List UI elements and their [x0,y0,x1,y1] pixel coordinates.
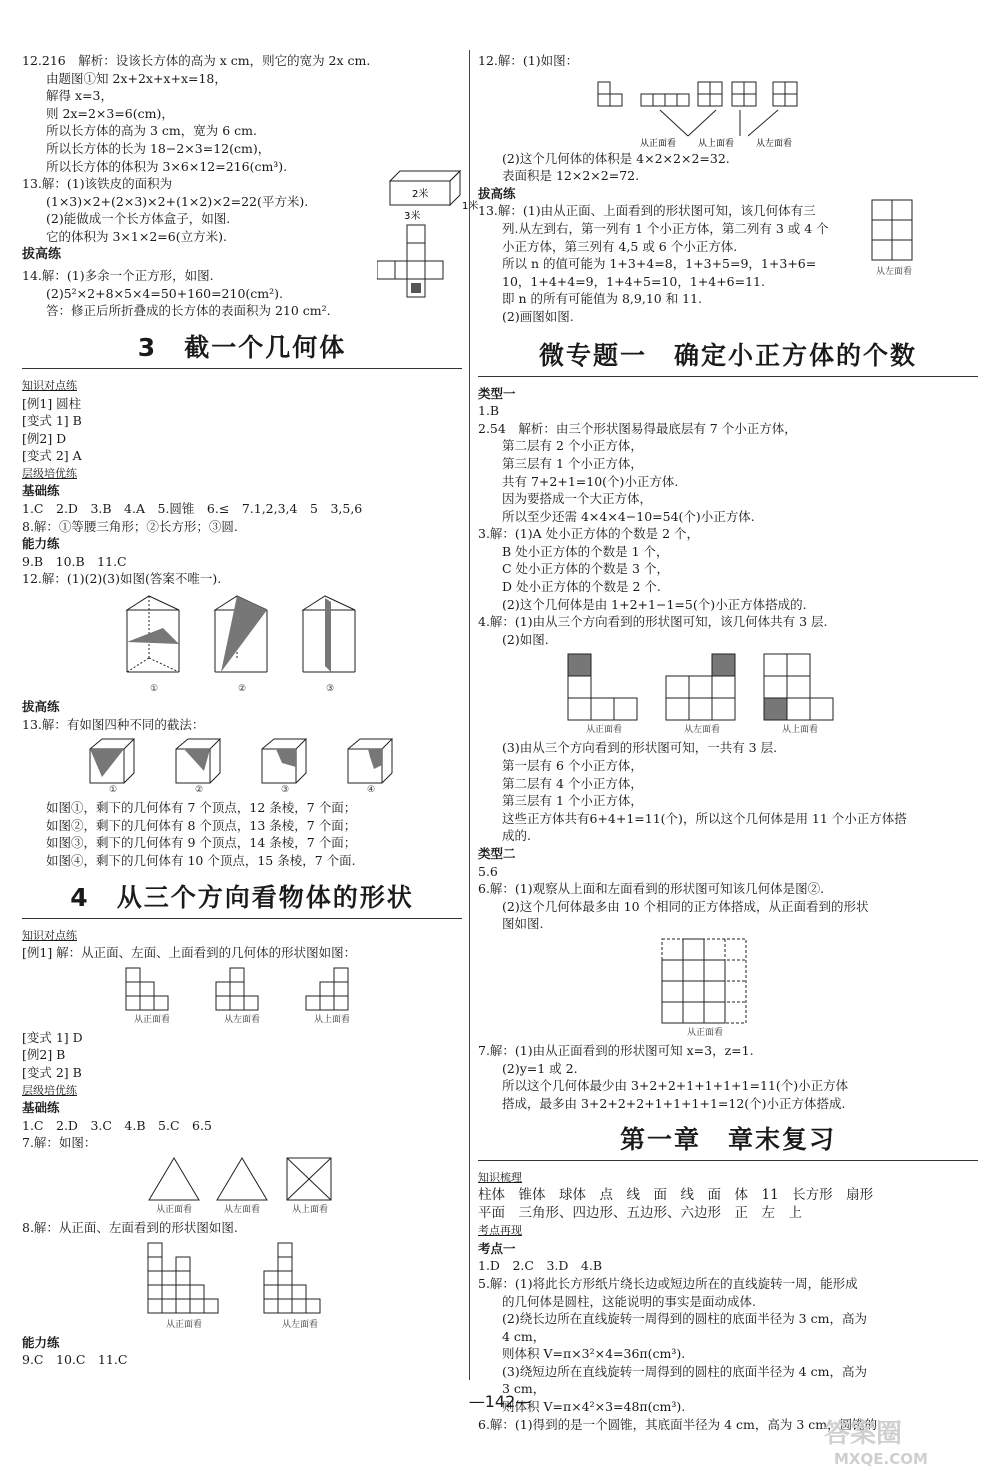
answer-line: [变式 1] B [22,413,82,429]
answer-line: 如图②，剩下的几何体有 8 个顶点，13 条棱，7 个面； [46,817,357,833]
sub-heading: 层级培优练 [22,466,77,480]
figure-caption: 从左面看 [756,138,793,149]
answer-line: 6.解：(1)观察从上面和左面看到的形状图可知该几何体是图②. [478,881,825,897]
view-figure [122,966,182,1025]
q12-line: 12.216 解析：设该长方体的高为 x cm，则它的宽为 2x cm. [22,53,371,68]
answer-line: 所以这个几何体最少由 3+2+2+1+1+1+1=11(个)小正方体 [502,1078,849,1094]
figure-caption: ① [108,785,118,796]
figure-caption: 从左面看 [875,267,912,278]
figure-caption: ④ [366,785,376,796]
sub-heading: 知识对点练 [22,928,77,942]
answer-line: 如图①，剩下的几何体有 7 个顶点，12 条棱，7 个面； [46,800,357,816]
answer-line: 的几何体是圆柱，这能说明的事实是面动成体. [502,1293,756,1309]
answer-line: 9.C 10.C 11.C [22,1352,128,1368]
section-label: 基础练 [22,483,60,499]
figure-caption: 从正面看 [640,138,677,149]
answer-line: 1.C 2.D 3.B 4.A 5.圆锥 6.≤ 7.1,2,3,4 5 3,5,6 [22,501,363,517]
answer-line: 7.解：如图： [22,1135,97,1151]
answer-line: 则体积 V=π×3²×4=36π(cm³). [502,1346,686,1362]
micro-topic-title: 微专题一 确定小正方体的个数 [478,336,978,377]
figure-caption: ③ [280,785,290,796]
section-label: 拔高练 [478,185,516,201]
answer-line: 共有 7+2+1=10(个)小正方体. [502,473,679,489]
figure-caption: ① [149,684,159,695]
answer-line: [变式 2] A [22,448,82,464]
answer-line: 1.D 2.C 3.D 4.B [478,1258,602,1274]
answer-line: 表面积是 12×2×2=72. [502,168,640,184]
figure-caption: ② [194,785,204,796]
m6-view-figure [478,937,978,1038]
answer-line: 第三层有 1 个小正方体， [502,793,643,809]
section-3-title: 3 截一个几何体 [22,328,462,369]
q7-views-figure [22,1156,462,1215]
prism-figure [123,592,185,694]
answer-line: (2)y=1 或 2. [502,1060,578,1076]
answer-line: (2)这个几何体是由 1+2+1−1=5(个)小正方体搭成的. [502,596,807,612]
figure-caption: 从左面看 [683,725,720,736]
box-label: 2米 [412,189,429,201]
figure-caption: 从上面看 [291,1204,328,1215]
view-figure [147,1156,201,1215]
answer-line: [例1] 圆柱 [22,395,82,411]
answer-line: 8.解：①等腰三角形；②长方形；③圆. [22,518,238,534]
answer-line: [变式 1] D [22,1029,83,1045]
figure-caption: 从上面看 [698,138,735,149]
q13-line: (1×3)×2+(2×3)×2+(1×2)×2=22(平方米). [46,193,309,209]
figure-caption: 从上面看 [313,1014,350,1025]
answer-line: 13.解：有如图四种不同的截法： [22,716,205,732]
answer-line: 因为要搭成一个大正方体， [502,491,653,507]
answer-line: 第二层有 4 个小正方体， [502,775,643,791]
section-label: 基础练 [22,1100,60,1116]
figure-caption: 从正面看 [686,1027,723,1038]
section-4-title: 4 从三个方向看物体的形状 [22,878,462,919]
answer-line: 3.解：(1)A 处小正方体的个数是 2 个， [478,526,700,542]
answer-line: 如图④，剩下的几何体有 10 个顶点，15 条棱，7 个面. [46,853,356,868]
net-figure [377,223,457,307]
figure-caption: 从左面看 [223,1204,260,1215]
answer-line: 5.6 [478,863,498,879]
q12-line: 则 2x=2×3=6(cm)， [46,105,174,121]
figure-caption: 从正面看 [585,725,622,736]
q12-line: 所以长方体的长为 18−2×3=12(cm)， [46,140,271,156]
view-figure [283,1156,337,1215]
cube-figure [174,737,224,795]
answer-line: 3 cm， [502,1381,546,1397]
section-label: 拔高练 [22,246,62,262]
prism-figure [299,592,361,694]
svg-text:MXQE.COM: MXQE.COM [834,1450,928,1468]
answer-line: 9.B 10.B 11.C [22,553,127,569]
q13-line: 它的体积为 3×1×2=6(立方米). [46,228,227,244]
section-label: 类型二 [478,846,516,861]
view-figure [664,652,740,735]
view-figure [566,652,642,735]
answer-line: 4 cm， [502,1328,546,1344]
answer-line: 第一层有 6 个小正方体， [502,758,643,774]
answer-line: 这些正方体共有6+4+1=11(个)，所以这个几何体是用 11 个小正方体搭 [502,810,907,826]
answer-line: [例1] 解：从正面、左面、上面看到的几何体的形状图如图： [22,945,357,961]
answer-line: 则体积 V=π×4²×3=48π(cm³). [502,1399,686,1415]
answer-line: 12.解：(1)如图： [478,53,579,68]
answer-line: (2)这个几何体的体积是 4×2×2×2=32. [502,150,730,166]
answer-line: 第二层有 2 个小正方体， [502,438,643,454]
q12-line: 解得 x=3， [46,88,113,104]
answer-line: (2)绕长边所在直线旋转一周得到的圆柱的底面半径为 3 cm，高为 [502,1311,867,1327]
answer-line: 8.解：从正面、左面看到的形状图如图. [22,1219,238,1235]
box-label: 1米 [462,201,479,213]
view-figure [212,966,272,1025]
answer-line: 成的. [502,828,531,844]
box-label: 3米 [404,211,421,223]
view-figure [302,966,362,1025]
prism-figures [22,592,462,694]
answer-line: 4.解：(1)由从三个方向看到的形状图可知，该几何体共有 3 层. [478,614,828,630]
answer-line: B 处小正方体的个数是 1 个， [502,543,669,559]
q14-line: 答：修正后所折叠成的长方体的表面积为 210 cm². [46,303,331,319]
answer-line: 10，1+4+4=9，1+4+5=10，1+4+6=11. [502,273,765,289]
figure-caption: 从左面看 [223,1014,260,1025]
cube-cut-figures [22,737,462,795]
chapter-review-title: 第一章 章末复习 [478,1120,978,1161]
section-label: 能力练 [22,536,60,552]
view-figure [762,652,838,735]
q13-line: 13.解：(1)该铁皮的面积为 [22,176,173,192]
answer-line: 搭成，最多由 3+2+2+2+1+1+1+1=12(个)小正方体搭成. [502,1095,846,1111]
answer-line: 13.解：(1)由从正面、上面看到的形状图可知，该几何体有三 [478,203,816,219]
prism-figure [211,592,273,694]
figure-caption: 从正面看 [165,1319,202,1330]
answer-line: 如图③，剩下的几何体有 9 个顶点，14 条棱，7 个面； [46,835,357,851]
answer-line: 柱体 锥体 球体 点 线 面 线 面 体 11 长方形 扇形 [478,1186,874,1203]
sub-heading: 知识梳理 [478,1171,522,1185]
q12-line: 所以长方体的体积为 3×6×12=216(cm³). [46,158,288,174]
cube-figure [260,737,310,795]
three-views-figure [22,966,462,1025]
answer-line: C 处小正方体的个数是 3 个， [502,561,669,577]
q13-line: (2)能做成一个长方体盒子，如图. [46,211,231,227]
section-label: 考点一 [478,1240,516,1256]
view-figure [660,937,750,1038]
q14-line: (2)5²×2+8×5×4=50+160=210(cm²). [46,285,284,301]
answer-line: (2)画图如图. [502,308,574,324]
answer-line: [变式 2] B [22,1064,82,1080]
figure-caption: 从正面看 [133,1014,170,1025]
answer-line: [例2] D [22,430,67,446]
answer-line: 7.解：(1)由从正面看到的形状图可知 x=3，z=1. [478,1042,754,1058]
figure-caption: ③ [325,684,335,695]
r13-figure [870,198,918,277]
cube-figure [88,737,138,795]
answer-line: 平面 三角形、四边形、五边形、六边形 正 左 上 [478,1204,802,1221]
answer-line: 即 n 的所有可能值为 8,9,10 和 11. [502,291,703,307]
view-figure [262,1241,338,1330]
sub-heading: 层级培优练 [22,1083,77,1097]
answer-line: [例2] B [22,1047,66,1063]
answer-line: 12.解：(1)(2)(3)如图(答案不唯一). [22,571,222,587]
answer-line: (3)绕短边所在直线旋转一周得到的圆柱的底面半径为 4 cm，高为 [502,1363,867,1379]
answer-line: D 处小正方体的个数是 2 个. [502,579,661,595]
svg-text:答案圈: 答案圈 [824,1419,903,1449]
answer-line: 小正方体，第三列有 4,5 或 6 个小正方体. [502,238,738,254]
box-figure [382,167,482,227]
q14-line: 14.解：(1)多余一个正方形，如图. [22,268,214,284]
sub-heading: 知识对点练 [22,378,77,392]
section-label: 类型一 [478,385,516,401]
section-label: 能力练 [22,1334,60,1350]
answer-line: 列.从左到右，第一列有 1 个小正方体，第二列有 3 或 4 个 [502,220,829,236]
figure-caption: 从上面看 [781,725,818,736]
figure-caption: 从正面看 [155,1204,192,1215]
r12-views-figure [478,70,978,150]
answer-line: 1.C 2.D 3.C 4.B 5.C 6.5 [22,1117,212,1133]
answer-line: 2.54 解析：由三个形状图易得最底层有 7 个小正方体， [478,420,797,436]
column-divider [469,50,470,1380]
sub-heading: 考点再现 [478,1224,522,1238]
view-figure [215,1156,269,1215]
section-label: 拔高练 [22,699,60,715]
answer-line: 1.B [478,403,500,419]
answer-line: (2)如图. [502,631,549,647]
left-column [22,52,479,1369]
m4-views-figure [478,652,978,735]
view-figure [146,1241,222,1330]
answer-line: 所以 n 的值可能为 1+3+4=8，1+3+5=9，1+3+6= [502,256,817,272]
answer-line: (2)这个几何体最多由 10 个相同的正方体搭成，从正面看到的形状 [502,898,869,914]
q12-line: 由题图①知 2x+2x+x+x=18， [46,70,227,86]
cube-figure [346,737,396,795]
watermark-logo [820,1412,990,1468]
answer-line: 图如图. [502,916,544,932]
answer-line: 5.解：(1)将此长方形纸片绕长边或短边所在的直线旋转一周，能形成 [478,1275,858,1291]
answer-line: (3)由从三个方向看到的形状图可知，一共有 3 层. [502,740,778,756]
right-column [478,52,978,1433]
q8-views-figure [22,1241,462,1330]
figure-caption: 从左面看 [281,1319,318,1330]
figure-caption: ② [237,684,247,695]
page-number: —142— [468,1392,532,1411]
q12-line: 所以长方体的高为 3 cm，宽为 6 cm. [46,123,257,139]
answer-line: 第三层有 1 个小正方体， [502,455,643,471]
answer-line: 6.解：(1)得到的是一个圆锥，其底面半径为 4 cm，高为 3 cm，圆锥的 [478,1416,878,1432]
answer-line: 所以至少还需 4×4×4−10=54(个)小正方体. [502,508,755,524]
